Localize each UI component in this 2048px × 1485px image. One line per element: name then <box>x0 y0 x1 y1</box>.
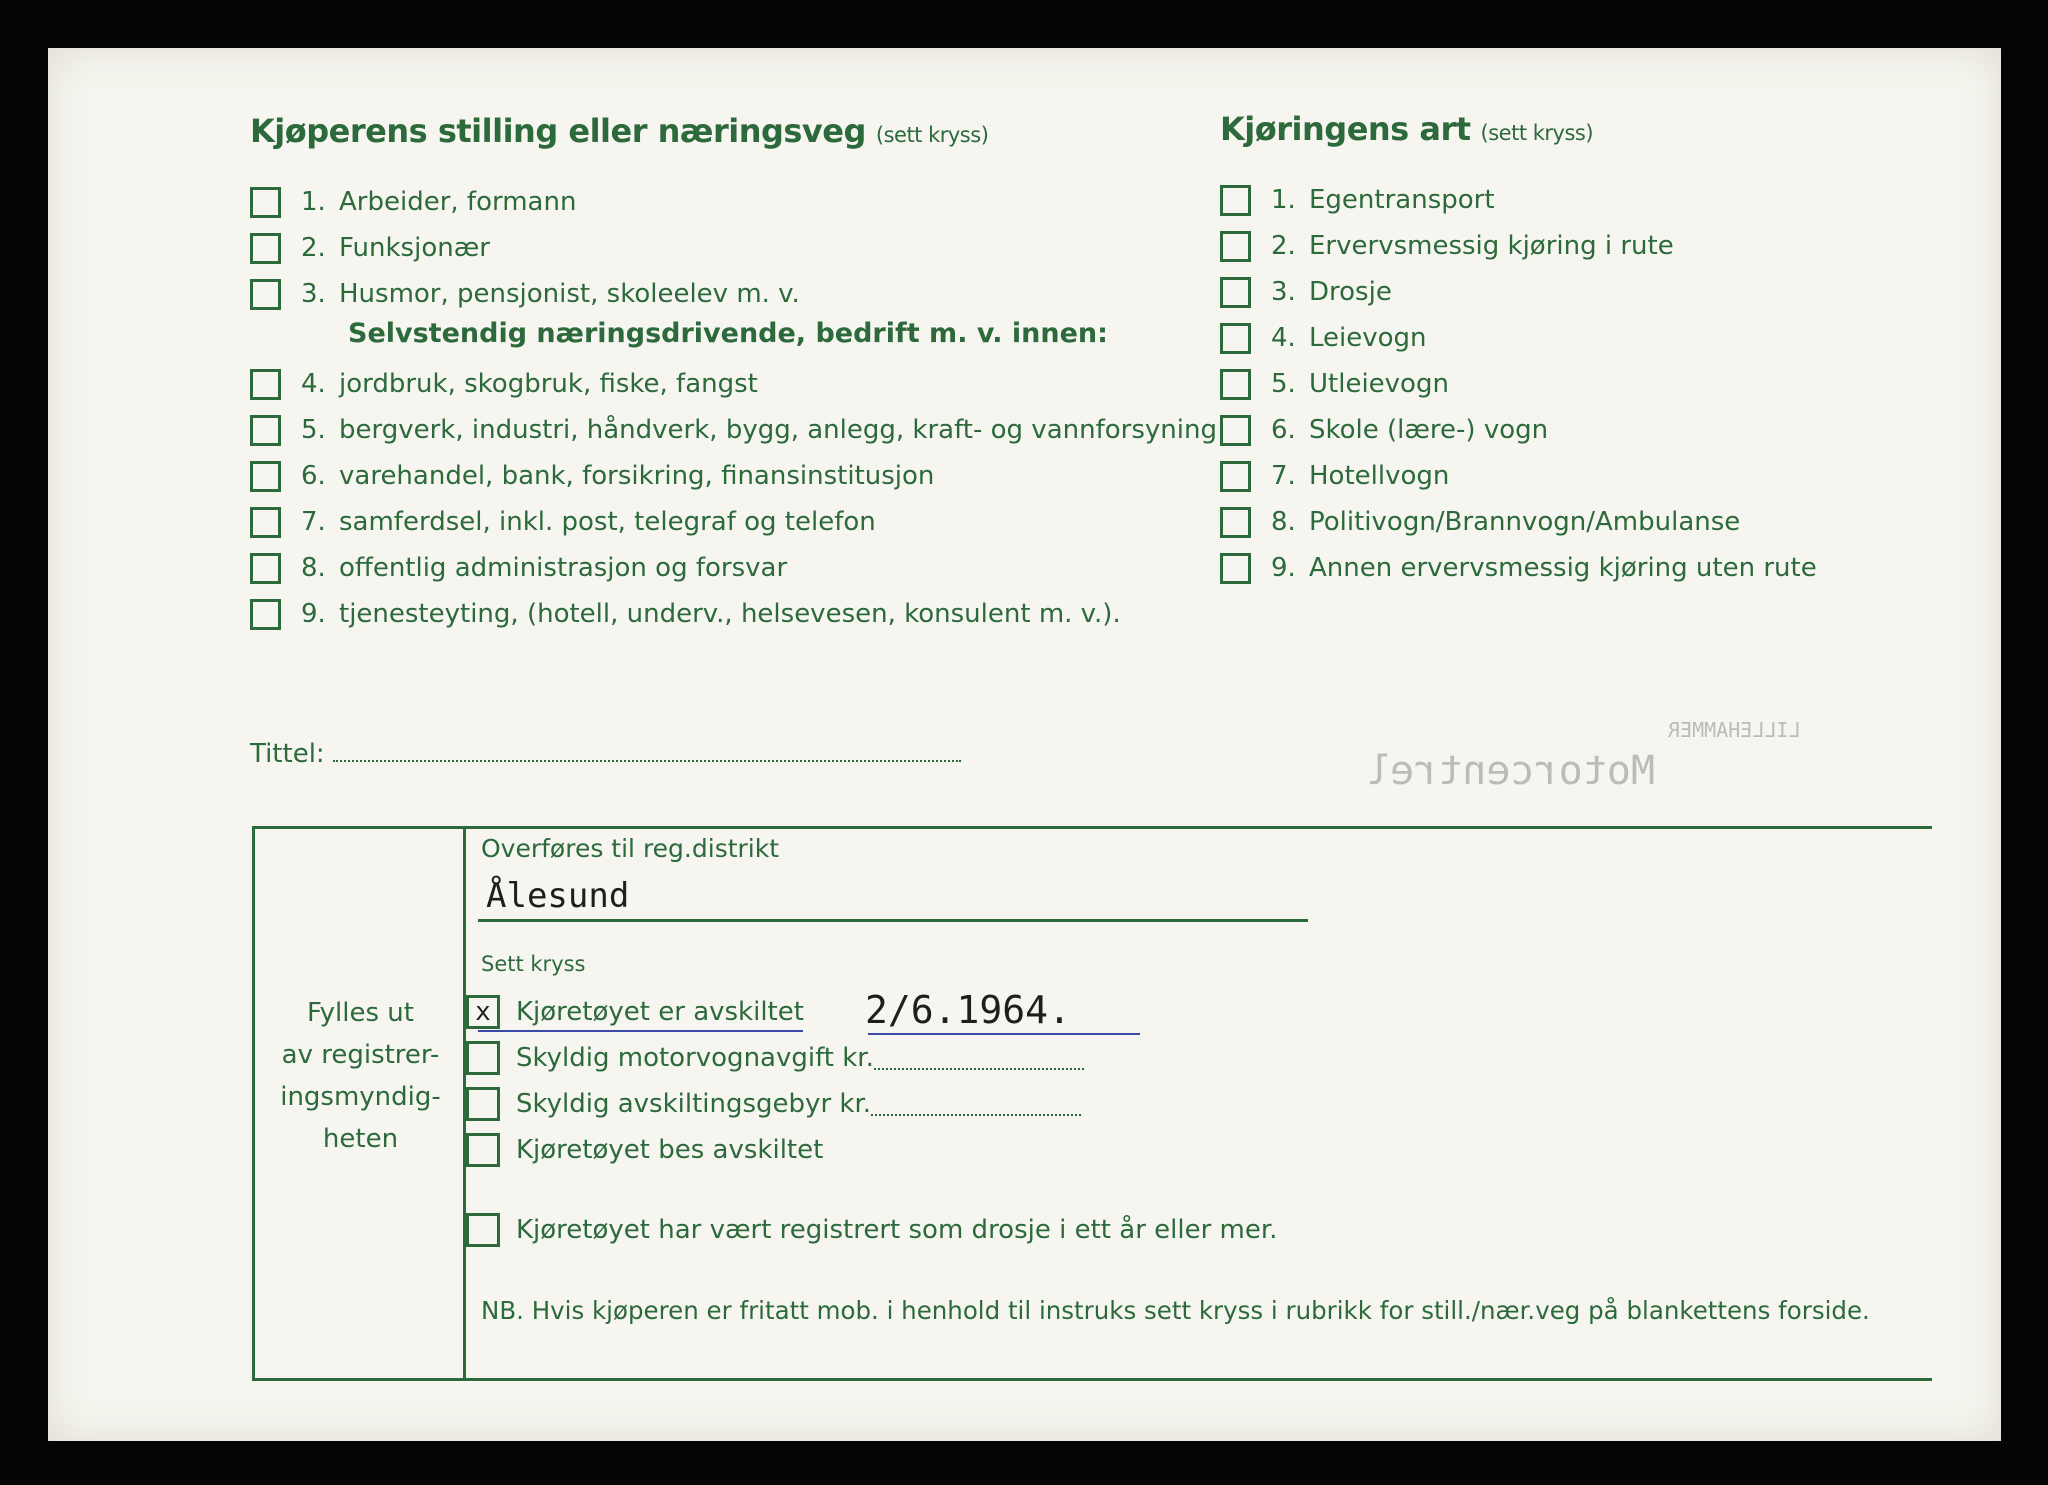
item-number: 5. <box>1271 369 1296 399</box>
item-number: 2. <box>301 233 326 263</box>
occupation-sector-item-4[interactable] <box>250 502 876 542</box>
occupation-checkbox-3[interactable] <box>250 279 281 310</box>
driving-type-note: (sett kryss) <box>1480 121 1594 145</box>
transfer-label: Overføres til reg.distrikt <box>481 834 780 863</box>
item-number: 2. <box>1271 231 1296 261</box>
item-label: Utleievogn <box>1309 369 1449 399</box>
occupation-sector-checkbox-5[interactable] <box>250 553 281 584</box>
registry-box-top-border <box>252 826 1932 829</box>
item-label: Drosje <box>1309 277 1392 307</box>
registry-item-owed-plate-fee[interactable] <box>466 1084 1081 1124</box>
driving-type-item-5[interactable] <box>1220 364 1449 404</box>
item-number: 3. <box>1271 277 1296 307</box>
item-number: 8. <box>1271 507 1296 537</box>
item-number: 9. <box>301 599 326 629</box>
bleed-through-stamp: Motorcentrel <box>1366 748 1655 794</box>
sett-kryss-label: Sett kryss <box>481 952 586 976</box>
checkbox-deregistered[interactable] <box>466 995 500 1029</box>
occupation-sector-checkbox-1[interactable] <box>250 369 281 400</box>
registry-box-bottom-border <box>252 1378 1932 1381</box>
registry-item-owed-fee[interactable] <box>466 1038 1084 1078</box>
registry-item-label: Kjøretøyet bes avskiltet <box>516 1135 824 1165</box>
buyer-occupation-heading <box>250 112 988 150</box>
occupation-item-2[interactable] <box>250 228 490 268</box>
driving-type-title: Kjøringens art <box>1220 110 1471 148</box>
side-label-line-2: av registrer- <box>281 1040 440 1070</box>
tittel-label: Tittel: <box>250 739 325 769</box>
occupation-sector-checkbox-6[interactable] <box>250 599 281 630</box>
item-label: samferdsel, inkl. post, telegraf og telefon <box>339 507 876 537</box>
item-label: Arbeider, formann <box>339 187 577 217</box>
registry-item-request-deregister[interactable] <box>466 1130 823 1170</box>
tittel-field[interactable] <box>333 738 961 762</box>
registry-item-label: Kjøretøyet har vært registrert som drosje i ett år eller mer. <box>516 1215 1278 1245</box>
item-number: 5. <box>301 415 326 445</box>
checkbox-owed-fee[interactable] <box>466 1041 500 1075</box>
buyer-occupation-note: (sett kryss) <box>875 123 989 147</box>
driving-type-checkbox-2[interactable] <box>1220 231 1251 262</box>
item-label: offentlig administrasjon og forsvar <box>339 553 788 583</box>
occupation-checkbox-2[interactable] <box>250 233 281 264</box>
buyer-occupation-title: Kjøperens stilling eller næringsveg <box>250 112 866 150</box>
side-label-line-4: heten <box>322 1124 399 1154</box>
driving-type-item-9[interactable] <box>1220 548 1817 588</box>
item-number: 6. <box>1271 415 1296 445</box>
self-employed-subheading: Selvstendig næringsdrivende, bedrift m. v. innen: <box>348 318 1108 349</box>
item-label: Skole (lære-) vogn <box>1309 415 1549 445</box>
nb-note: NB. Hvis kjøperen er fritatt mob. i henhold til instruks sett kryss i rubrikk for still./nær.veg på blankettens forside. <box>481 1296 1870 1325</box>
occupation-sector-item-1[interactable] <box>250 364 758 404</box>
side-label-line-1: Fylles ut <box>307 998 414 1028</box>
driving-type-item-8[interactable] <box>1220 502 1740 542</box>
driving-type-checkbox-3[interactable] <box>1220 277 1251 308</box>
driving-type-item-3[interactable] <box>1220 272 1392 312</box>
item-label: jordbruk, skogbruk, fiske, fangst <box>339 369 758 399</box>
driving-type-checkbox-4[interactable] <box>1220 323 1251 354</box>
driving-type-item-4[interactable] <box>1220 318 1427 358</box>
occupation-sector-checkbox-2[interactable] <box>250 415 281 446</box>
registry-item-taxi-year[interactable] <box>466 1210 1277 1250</box>
hand-underline-2 <box>868 1033 1140 1035</box>
driving-type-item-6[interactable] <box>1220 410 1548 450</box>
transfer-district-line <box>478 919 1308 922</box>
driving-type-checkbox-8[interactable] <box>1220 507 1251 538</box>
deregistered-date-value[interactable]: 2/6.1964. <box>865 988 1071 1032</box>
transfer-district-value[interactable]: Ålesund <box>486 876 630 916</box>
checkbox-request-deregister[interactable] <box>466 1133 500 1167</box>
item-label: varehandel, bank, forsikring, finansinstitusjon <box>339 461 935 491</box>
driving-type-item-7[interactable] <box>1220 456 1449 496</box>
item-label: Politivogn/Brannvogn/Ambulanse <box>1309 507 1741 537</box>
registry-box-left-border <box>252 826 255 1381</box>
bleed-through-stamp-small: LILLEHAMMER <box>1668 718 1801 742</box>
hand-underline-1 <box>478 1030 803 1032</box>
item-number: 6. <box>301 461 326 491</box>
driving-type-checkbox-6[interactable] <box>1220 415 1251 446</box>
item-label: Funksjonær <box>339 233 490 263</box>
item-number: 4. <box>1271 323 1296 353</box>
item-number: 8. <box>301 553 326 583</box>
occupation-sector-item-2[interactable] <box>250 410 1217 450</box>
checkbox-owed-plate-fee[interactable] <box>466 1087 500 1121</box>
occupation-sector-item-5[interactable] <box>250 548 787 588</box>
item-number: 7. <box>301 507 326 537</box>
driving-type-item-1[interactable] <box>1220 180 1495 220</box>
driving-type-checkbox-7[interactable] <box>1220 461 1251 492</box>
item-label: bergverk, industri, håndverk, bygg, anlegg, kraft- og vannforsyning <box>339 415 1217 445</box>
item-label: Annen ervervsmessig kjøring uten rute <box>1309 553 1817 583</box>
driving-type-checkbox-5[interactable] <box>1220 369 1251 400</box>
owed-fee-field[interactable] <box>874 1046 1084 1070</box>
item-label: Husmor, pensjonist, skoleelev m. v. <box>339 279 800 309</box>
owed-plate-fee-field[interactable] <box>871 1092 1081 1116</box>
item-label: Hotellvogn <box>1309 461 1450 491</box>
checkbox-mark: x <box>475 997 491 1027</box>
registry-item-label: Skyldig avskiltingsgebyr kr. <box>516 1089 872 1119</box>
registry-item-deregistered[interactable] <box>466 992 804 1032</box>
registry-side-label <box>258 992 463 1160</box>
item-number: 7. <box>1271 461 1296 491</box>
side-label-line-3: ingsmyndig- <box>280 1082 441 1112</box>
item-label: tjenesteyting, (hotell, underv., helsevesen, konsulent m. v.). <box>339 599 1121 629</box>
tittel-row <box>250 738 961 769</box>
occupation-item-1[interactable] <box>250 182 576 222</box>
occupation-item-3[interactable] <box>250 274 800 314</box>
form-sheet <box>48 48 2001 1441</box>
driving-type-heading <box>1220 110 1593 148</box>
item-label: Leievogn <box>1309 323 1427 353</box>
item-number: 9. <box>1271 553 1296 583</box>
item-number: 1. <box>1271 185 1296 215</box>
driving-type-checkbox-1[interactable] <box>1220 185 1251 216</box>
item-label: Egentransport <box>1309 185 1495 215</box>
occupation-sector-checkbox-3[interactable] <box>250 461 281 492</box>
item-number: 3. <box>301 279 326 309</box>
item-number: 4. <box>301 369 326 399</box>
registry-item-label: Skyldig motorvognavgift kr. <box>516 1043 874 1073</box>
occupation-sector-checkbox-4[interactable] <box>250 507 281 538</box>
driving-type-item-2[interactable] <box>1220 226 1674 266</box>
occupation-sector-item-3[interactable] <box>250 456 934 496</box>
driving-type-checkbox-9[interactable] <box>1220 553 1251 584</box>
occupation-checkbox-1[interactable] <box>250 187 281 218</box>
item-number: 1. <box>301 187 326 217</box>
item-label: Ervervsmessig kjøring i rute <box>1309 231 1674 261</box>
checkbox-taxi-year[interactable] <box>466 1213 500 1247</box>
occupation-sector-item-6[interactable] <box>250 594 1121 634</box>
registry-item-label: Kjøretøyet er avskiltet <box>516 997 804 1027</box>
